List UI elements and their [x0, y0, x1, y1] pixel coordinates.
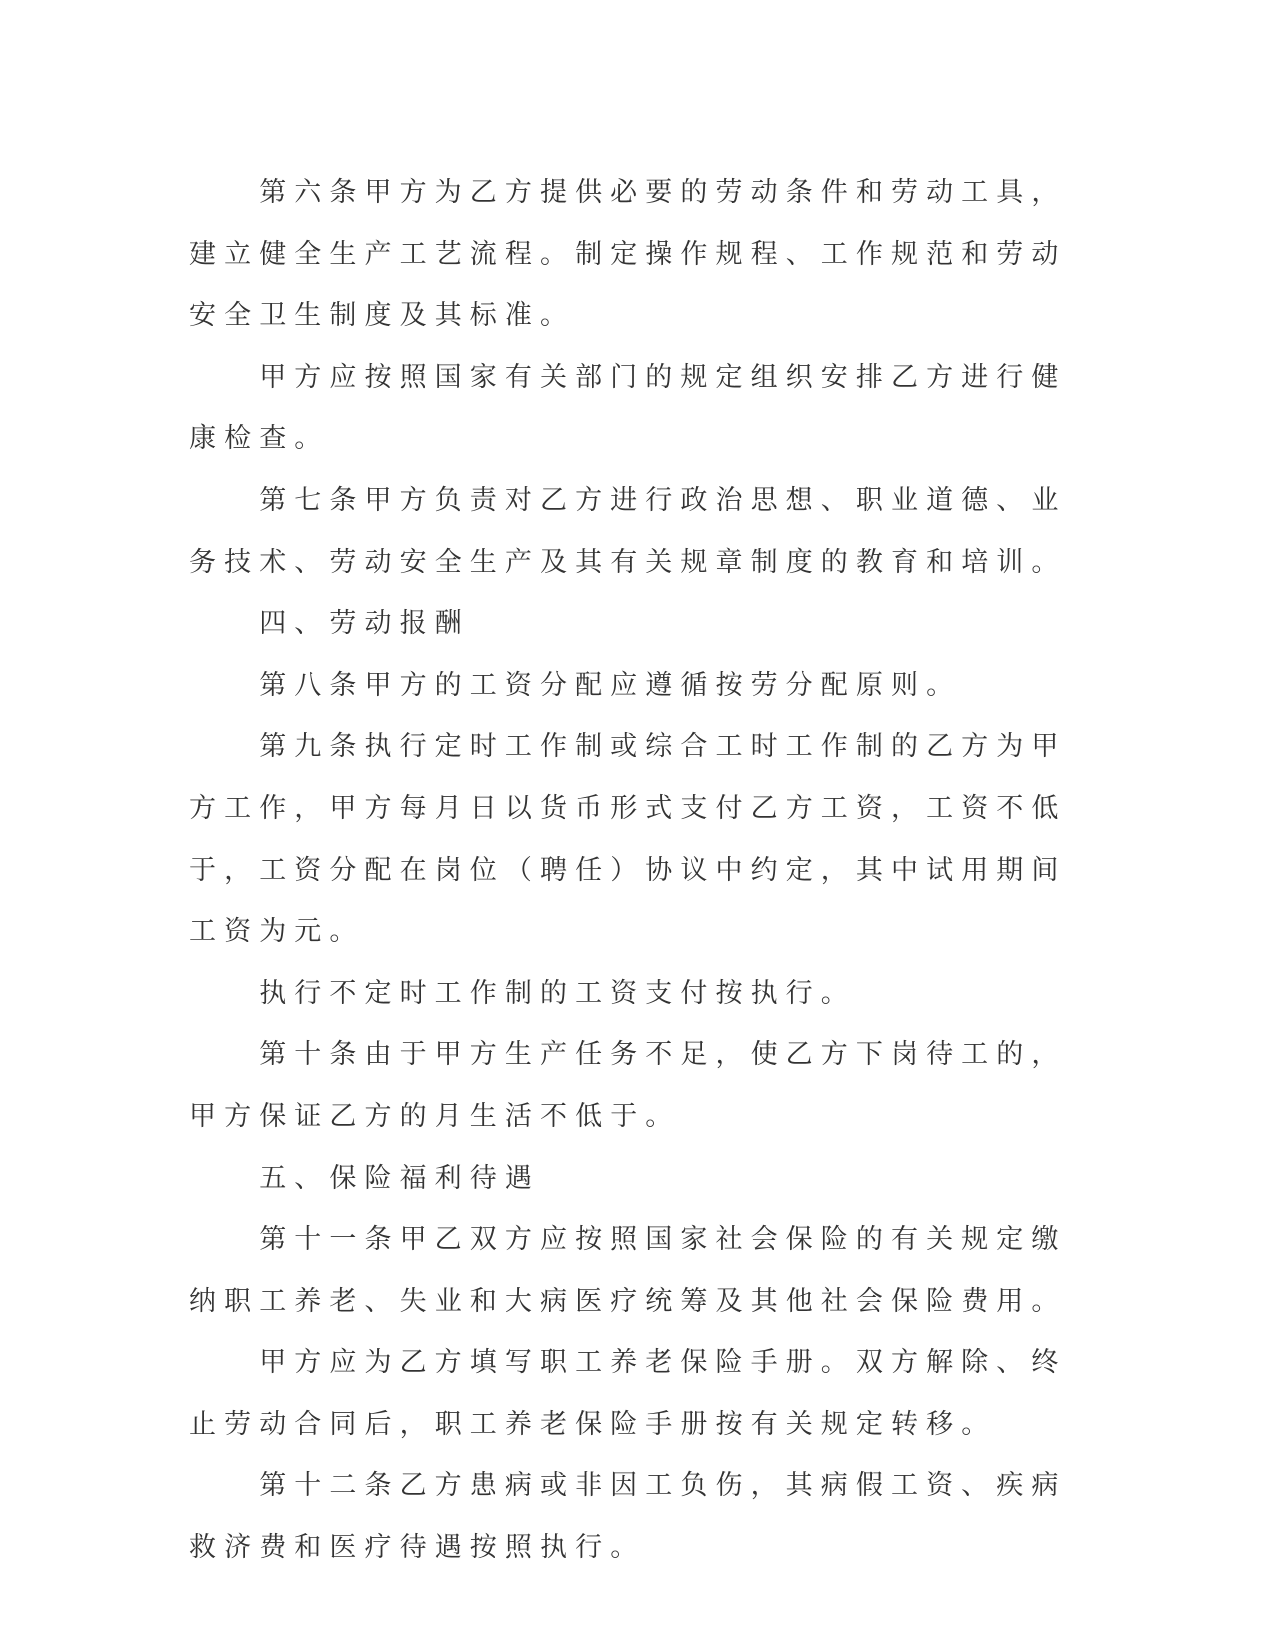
paragraph-article-7: 第七条甲方负责对乙方进行政治思想、职业道德、业务技术、劳动安全生产及其有关规章制度的教育和培训。: [189, 484, 1067, 578]
section-heading-insurance: 五、保险福利待遇: [259, 1162, 540, 1194]
paragraph-article-12: 第十二条乙方患病或非因工负伤，其病假工资、疾病救济费和医疗待遇按照执行。: [189, 1470, 1067, 1564]
paragraph-article-10: 第十条由于甲方生产任务不足，使乙方下岗待工的，甲方保证乙方的月生活不低于。: [189, 1039, 1067, 1132]
paragraph-health-check: 甲方应按照国家有关部门的规定组织安排乙方进行健康检查。: [189, 361, 1067, 455]
paragraph-pension-handbook: 甲方应为乙方填写职工养老保险手册。双方解除、终止劳动合同后，职工养老保险手册按有关规定转移。: [189, 1347, 1067, 1440]
paragraph-article-9: 第九条执行定时工作制或综合工时工作制的乙方为甲方工作，甲方每月日以货币形式支付乙方工资，工资不低于，工资分配在岗位（聘任）协议中约定，其中试用期间工资为元。: [189, 731, 1067, 948]
paragraph-article-11: 第十一条甲乙双方应按照国家社会保险的有关规定缴纳职工养老、失业和大病医疗统筹及其他社会保险费用。: [189, 1224, 1067, 1317]
paragraph-article-8: 第八条甲方的工资分配应遵循按劳分配原则。: [259, 669, 962, 701]
document-body: [189, 162, 1079, 1579]
section-heading-labor-pay: 四、劳动报酬: [259, 608, 470, 640]
paragraph-irregular-hours: 执行不定时工作制的工资支付按执行。: [259, 977, 856, 1009]
paragraph-article-6: 第六条甲方为乙方提供必要的劳动条件和劳动工具，建立健全生产工艺流程。制定操作规程、工作规范和劳动安全卫生制度及其标准。: [189, 177, 1067, 332]
